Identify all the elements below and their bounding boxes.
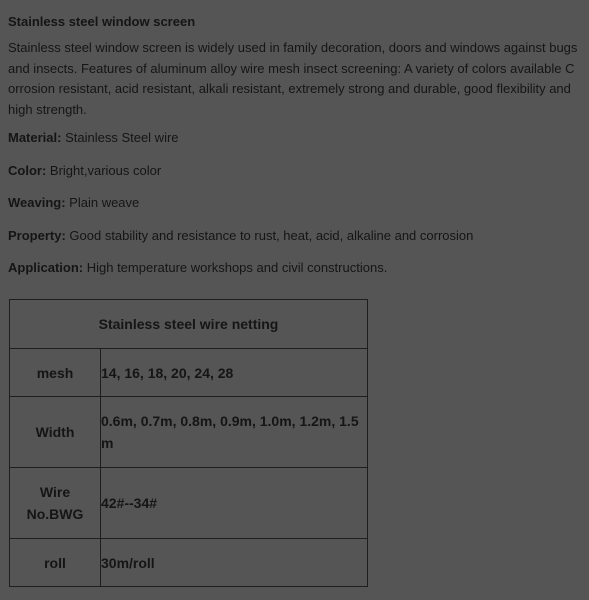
property-label: Weaving: <box>8 195 66 210</box>
row-label-mesh: mesh <box>10 349 101 397</box>
property-value: Plain weave <box>65 195 140 210</box>
property-weaving <box>8 194 581 211</box>
property-color <box>8 162 581 179</box>
spec-table <box>9 299 368 587</box>
table-row <box>10 397 368 468</box>
row-label-roll: roll <box>10 539 101 587</box>
property-label: Application: <box>8 260 84 275</box>
row-label-width: Width <box>10 397 101 468</box>
property-label: Material: <box>8 130 62 145</box>
row-value-wire: 42#--34# <box>101 468 368 539</box>
table-header-row <box>10 300 368 349</box>
property-value: Stainless Steel wire <box>61 130 179 145</box>
property-value: Bright,various color <box>46 162 162 178</box>
property-property <box>8 227 581 244</box>
intro-paragraph: Stainless steel window screen is widely used in family decoration, doors and windows against bugs and insects. Features of aluminum alloy wire mesh insect screening: A variety of colors available Corrosion resistant, acid resistant, alkali resistant, extremely strong and durable, good flexibility and high strength. <box>8 40 578 117</box>
table-row <box>10 468 368 539</box>
property-value: High temperature workshops and civil constructions. <box>83 260 388 275</box>
row-value-mesh: 14, 16, 18, 20, 24, 28 <box>101 349 368 397</box>
property-value: Good stability and resistance to rust, heat, acid, alkaline and corrosion <box>65 227 474 243</box>
property-application <box>8 259 581 276</box>
table-row <box>10 539 368 587</box>
property-label: Property: <box>8 227 66 243</box>
property-material <box>8 129 581 146</box>
property-label: Color: <box>8 162 47 178</box>
row-value-roll: 30m/roll <box>101 539 368 587</box>
product-title: Stainless steel window screen <box>8 14 196 29</box>
row-label-wire: Wire No.BWG <box>10 468 101 539</box>
table-header: Stainless steel wire netting <box>10 300 368 349</box>
table-row <box>10 349 368 397</box>
row-value-width: 0.6m, 0.7m, 0.8m, 0.9m, 1.0m, 1.2m, 1.5m <box>101 397 368 468</box>
